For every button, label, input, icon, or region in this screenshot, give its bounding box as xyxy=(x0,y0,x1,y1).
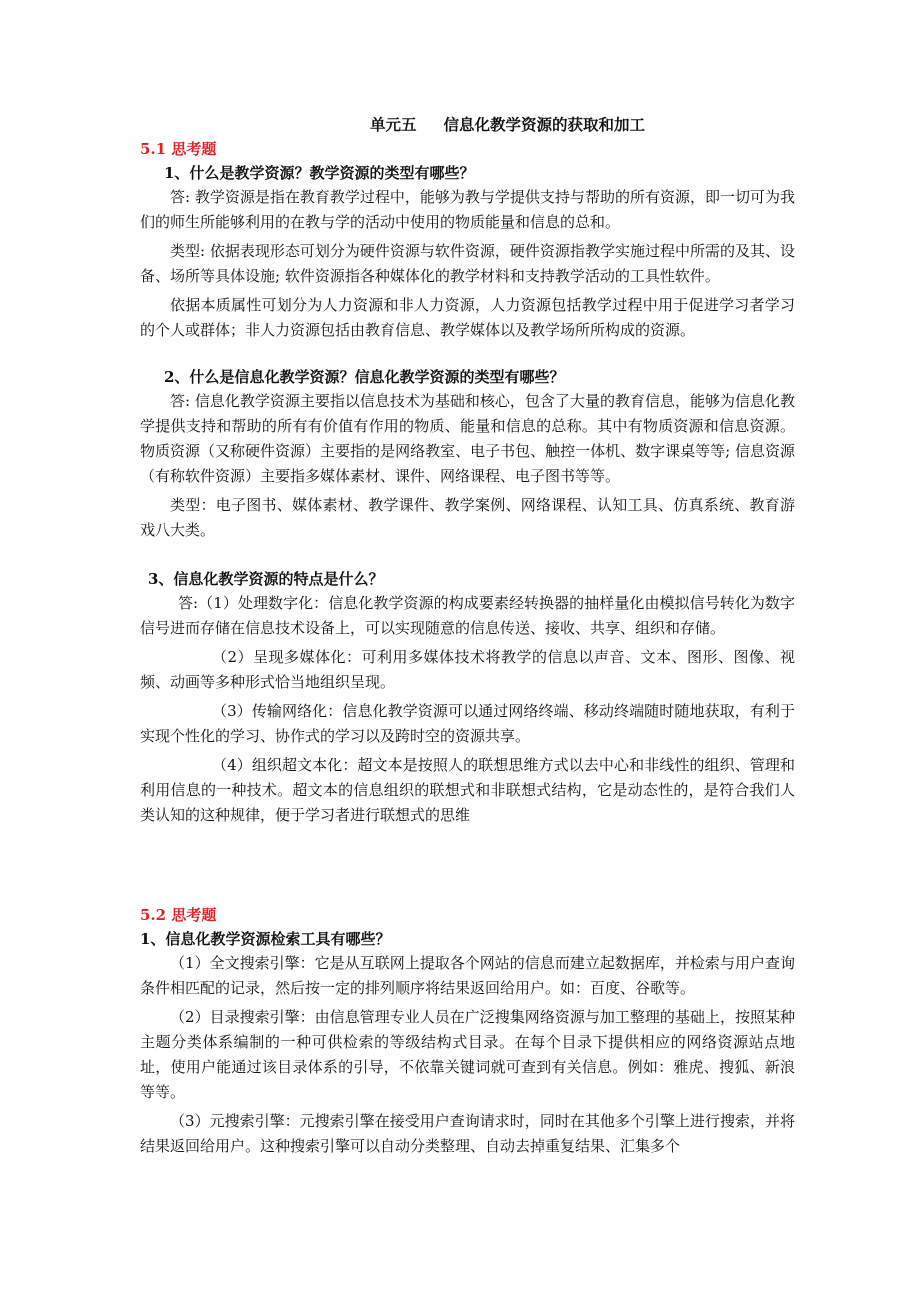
answer-paragraph: 类型: 依据表现形态可划分为硬件资源与软件资源，硬件资源指教学实施过程中所需的及其、设备、场所等具体设施; 软件资源指各种媒体化的教学材料和支持教学活动的工具性软件。 xyxy=(140,242,795,285)
question-heading: 1、什么是教学资源？教学资源的类型有哪些？ xyxy=(164,164,475,182)
answer-paragraph: （4）组织超文本化：超文本是按照人的联想思维方式以去中心和非线性的组织、管理和利用信息的一种技术。超文本的信息组织的联想式和非联想式结构，它是动态性的，是符合我们人类认知的这种规律，便于学习者进行联想式的思维 xyxy=(140,756,795,824)
question-heading: 1、信息化教学资源检索工具有哪些？ xyxy=(140,930,391,948)
answer-paragraph: （2）目录搜索引擎：由信息管理专业人员在广泛搜集网络资源与加工整理的基础上，按照某种主题分类体系编制的一种可供检索的等级结构式目录。在每个目录下提供相应的网络资源站点地址，使用户能通过该目录体系的引导，不依靠关键词就可查到有关信息。例如：雅虎、搜狐、新浪等等。 xyxy=(140,1008,795,1101)
question-heading: 3、信息化教学资源的特点是什么？ xyxy=(148,570,384,588)
answer-paragraph: （3）元搜索引擎：元搜索引擎在接受用户查询请求时，同时在其他多个引擎上进行搜索，并将结果返回给用户。这种搜索引擎可以自动分类整理、自动去掉重复结果、汇集多个 xyxy=(140,1112,795,1155)
section-heading-5-1: 5.1 思考题 xyxy=(140,140,217,158)
answer-paragraph: 类型：电子图书、媒体素材、教学课件、教学案例、网络课程、认知工具、仿真系统、教育游戏八大类。 xyxy=(140,496,795,539)
answer-paragraph: （3）传输网络化：信息化教学资源可以通过网络终端、移动终端随时随地获取，有利于实现个性化的学习、协作式的学习以及跨时空的资源共享。 xyxy=(140,702,795,745)
answer-paragraph: 依据本质属性可划分为人力资源和非人力资源，人力资源包括教学过程中用于促进学习者学习的个人或群体；非人力资源包括由教育信息、教学媒体以及教学场所所构成的资源。 xyxy=(140,296,795,339)
answer-paragraph: 答: 信息化教学资源主要指以信息技术为基础和核心，包含了大量的教育信息，能够为信息化教学提供支持和帮助的所有有价值有作用的物质、能量和信息的总称。其中有物质资源和信息资源。物质资源（又称硬件资源）主要指的是网络教室、电子书包、触控一体机、数字课桌等等; 信息资源（有称软件资源）主要指多媒体素材、课件、网络课程、电子图书等等。 xyxy=(140,392,795,485)
document-page xyxy=(140,112,795,1163)
answer-paragraph: （1）全文搜索引擎：它是从互联网上提取各个网站的信息而建立起数据库，并检索与用户查询条件相匹配的记录，然后按一定的排列顺序将结果返回给用户。如：百度、谷歌等。 xyxy=(140,954,795,997)
question-heading: 2、什么是信息化教学资源？信息化教学资源的类型有哪些？ xyxy=(164,368,565,386)
answer-paragraph: （2）呈现多媒体化：可利用多媒体技术将教学的信息以声音、文本、图形、图像、视频、动画等多种形式恰当地组织呈现。 xyxy=(140,648,795,691)
section-heading-5-2: 5.2 思考题 xyxy=(140,906,217,924)
document-title: 单元五 信息化教学资源的获取和加工 xyxy=(370,115,645,134)
answer-paragraph: 答:（1）处理数字化：信息化教学资源的构成要素经转换器的抽样量化由模拟信号转化为数字信号进而存储在信息技术设备上，可以实现随意的信息传送、接收、共享、组织和存储。 xyxy=(140,594,795,637)
answer-paragraph: 答: 教学资源是指在教育教学过程中，能够为教与学提供支持与帮助的所有资源，即一切可为我们的师生所能够利用的在教与学的活动中使用的物质能量和信息的总和。 xyxy=(140,188,795,231)
